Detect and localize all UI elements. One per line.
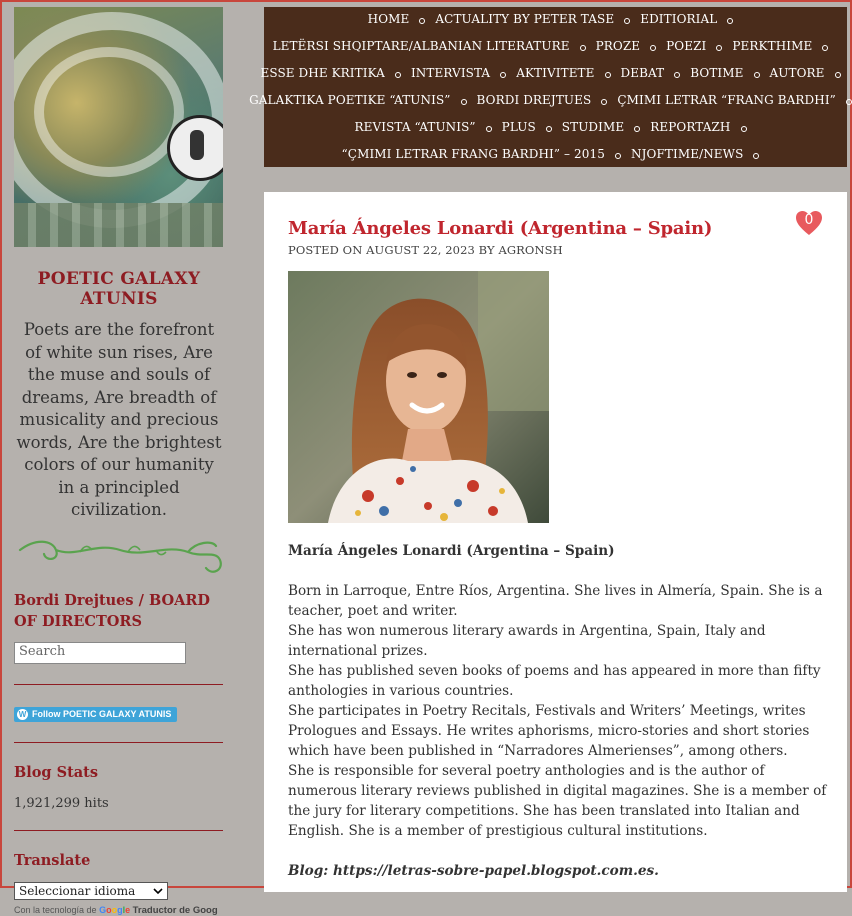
- nav-submenu-indicator-icon: [741, 126, 747, 132]
- nav-submenu-indicator-icon: [546, 126, 552, 132]
- nav-submenu-indicator-icon: [674, 72, 680, 78]
- nav-submenu-indicator-icon: [624, 18, 630, 24]
- post-paragraph: She has won numerous literary awards in Argentina, Spain, Italy and international prizes.: [288, 623, 766, 659]
- post-paragraph: She participates in Poetry Recitals, Festivals and Writers’ Meetings, writes Prologues and Essays. He writes aphorisms, micro-stories and short stories which have been published in “Narradores Almerienses”, among others.: [288, 703, 810, 759]
- nav-item-label: EDITIORIAL: [640, 11, 718, 26]
- nav-item[interactable]: [249, 93, 476, 107]
- nav-item[interactable]: [770, 66, 851, 80]
- nav-submenu-indicator-icon: [461, 99, 467, 105]
- vine-ornament-icon: [16, 536, 224, 580]
- nav-row: [249, 86, 847, 113]
- nav-item-label: AUTORE: [769, 65, 825, 80]
- nav-submenu-indicator-icon: [580, 45, 586, 51]
- nav-item-label: NJOFTIME/NEWS: [631, 146, 744, 161]
- nav-submenu-indicator-icon: [727, 18, 733, 24]
- site-logo[interactable]: [14, 7, 223, 247]
- nav-item-label: REVISTA “ATUNIS”: [354, 119, 476, 134]
- post-meta: POSTED ON AUGUST 22, 2023 BY AGRONSH: [288, 243, 563, 257]
- nav-item-label: PLUS: [501, 119, 536, 134]
- main-navigation: [249, 7, 847, 167]
- nav-submenu-indicator-icon: [835, 72, 841, 78]
- nav-item-label: BORDI DREJTUES: [476, 92, 592, 107]
- post-author-name: María Ángeles Lonardi (Argentina – Spain): [288, 543, 615, 559]
- author-photo-image: [288, 271, 549, 523]
- nav-item[interactable]: [260, 66, 410, 80]
- nav-item-label: ACTUALITY BY PETER TASE: [435, 11, 615, 26]
- nav-submenu-indicator-icon: [716, 45, 722, 51]
- google-translate-credit: [14, 905, 224, 916]
- nav-row: [264, 113, 847, 140]
- sidebar: [14, 7, 224, 916]
- logo-ring-inner: [34, 47, 184, 177]
- divider: [14, 684, 223, 685]
- nav-item[interactable]: [631, 147, 769, 161]
- post-title[interactable]: María Ángeles Lonardi (Argentina – Spain): [288, 218, 713, 239]
- author-photo: [288, 271, 549, 523]
- nav-item[interactable]: [617, 93, 852, 107]
- post-paragraph: Born in Larroque, Entre Ríos, Argentina. She lives in Almería, Spain. She is a teacher, poet and writer.: [288, 583, 823, 619]
- site-tagline: Poets are the forefront of white sun rises, Are the muse and souls of dreams, Are breadth of musicality and precious words, Are the brightest colors of our humanity in a principled civilization.: [16, 320, 222, 519]
- nav-submenu-indicator-icon: [486, 126, 492, 132]
- logo-band: [14, 203, 223, 247]
- nav-item-label: INTERVISTA: [410, 65, 491, 80]
- nav-submenu-indicator-icon: [605, 72, 611, 78]
- nav-item-label: REPORTAZH: [650, 119, 731, 134]
- language-select-value: Seleccionar idioma: [19, 883, 136, 898]
- nav-submenu-indicator-icon: [846, 99, 852, 105]
- nav-submenu-indicator-icon: [754, 72, 760, 78]
- nav-item[interactable]: [368, 12, 436, 26]
- nav-item[interactable]: [562, 120, 650, 134]
- nav-item[interactable]: [435, 12, 640, 26]
- nav-item-label: POEZI: [666, 38, 707, 53]
- nav-item[interactable]: [640, 12, 743, 26]
- nav-item-label: PROZE: [595, 38, 641, 53]
- nav-item[interactable]: [732, 39, 838, 53]
- nav-submenu-indicator-icon: [601, 99, 607, 105]
- post-article: [264, 192, 847, 892]
- divider: [14, 742, 223, 743]
- translate-title: Translate: [14, 851, 91, 869]
- nav-item-label: PERKTHIME: [732, 38, 813, 53]
- language-select[interactable]: [14, 882, 168, 900]
- translate-link[interactable]: Traductor de Goog: [132, 904, 218, 916]
- google-logo[interactable]: Google: [99, 904, 131, 915]
- hits-count: 1,921,299 hits: [14, 795, 109, 811]
- nav-item[interactable]: [477, 93, 618, 107]
- nav-row: [260, 59, 847, 86]
- nav-submenu-indicator-icon: [615, 153, 621, 159]
- nav-item[interactable]: [650, 120, 756, 134]
- search-input[interactable]: Search: [14, 642, 186, 664]
- blog-stats-title: Blog Stats: [14, 763, 99, 781]
- nav-row: [264, 32, 847, 59]
- nav-item[interactable]: [411, 66, 516, 80]
- wordpress-icon: W: [18, 709, 27, 719]
- nav-item-label: BOTIME: [690, 65, 744, 80]
- nav-item[interactable]: [596, 39, 667, 53]
- powered-prefix: Con la tecnología de: [14, 904, 97, 915]
- nav-item[interactable]: [690, 66, 769, 80]
- nav-item-label: STUDIME: [561, 119, 625, 134]
- site-title[interactable]: POETIC GALAXY ATUNIS: [37, 269, 201, 309]
- follow-button-label: Follow POETIC GALAXY ATUNIS: [32, 709, 172, 719]
- nav-item-label: ÇMIMI LETRAR “FRANG BARDHI”: [617, 92, 836, 107]
- nav-item-label: LETËRSI SHQIPTARE/ALBANIAN LITERATURE: [272, 38, 570, 53]
- nav-submenu-indicator-icon: [395, 72, 401, 78]
- nav-item-label: HOME: [367, 11, 410, 26]
- nav-item[interactable]: [666, 39, 732, 53]
- nav-row: [264, 5, 847, 32]
- nav-item-label: “ÇMIMI LETRAR FRANG BARDHI” – 2015: [341, 146, 605, 161]
- nav-submenu-indicator-icon: [650, 45, 656, 51]
- nav-item[interactable]: [342, 147, 631, 161]
- nav-item[interactable]: [621, 66, 691, 80]
- divider: [14, 830, 223, 831]
- post-content: [288, 541, 828, 881]
- like-count: 0: [804, 212, 814, 228]
- nav-submenu-indicator-icon: [753, 153, 759, 159]
- nav-item[interactable]: [273, 39, 596, 53]
- nav-row: [264, 140, 847, 167]
- nav-item[interactable]: [355, 120, 502, 134]
- nav-submenu-indicator-icon: [500, 72, 506, 78]
- nav-item-label: GALAKTIKA POETIKE “ATUNIS”: [249, 92, 451, 107]
- board-widget-title[interactable]: Bordi Drejtues / BOARD OF DIRECTORS: [14, 591, 210, 630]
- nav-item-label: AKTIVITETE: [516, 65, 595, 80]
- blog-link[interactable]: Blog: https://letras-sobre-papel.blogspot.com.es.: [288, 863, 659, 879]
- nav-item-label: ESSE DHE KRITIKA: [260, 65, 385, 80]
- nav-submenu-indicator-icon: [419, 18, 425, 24]
- nav-item[interactable]: [502, 120, 562, 134]
- nav-item-label: DEBAT: [620, 65, 665, 80]
- post-paragraph: She is responsible for several poetry anthologies and is the author of numerous literary reviews published in digital magazines. She is a member of the jury for literary competitions. She has been translated into Italian and English. She is a member of prestigious cultural institutions.: [288, 763, 827, 839]
- post-paragraph: She has published seven books of poems and has appeared in more than fifty anthologies in various countries.: [288, 663, 821, 699]
- nav-item[interactable]: [516, 66, 620, 80]
- follow-button[interactable]: [14, 707, 177, 722]
- nav-submenu-indicator-icon: [822, 45, 828, 51]
- nav-submenu-indicator-icon: [634, 126, 640, 132]
